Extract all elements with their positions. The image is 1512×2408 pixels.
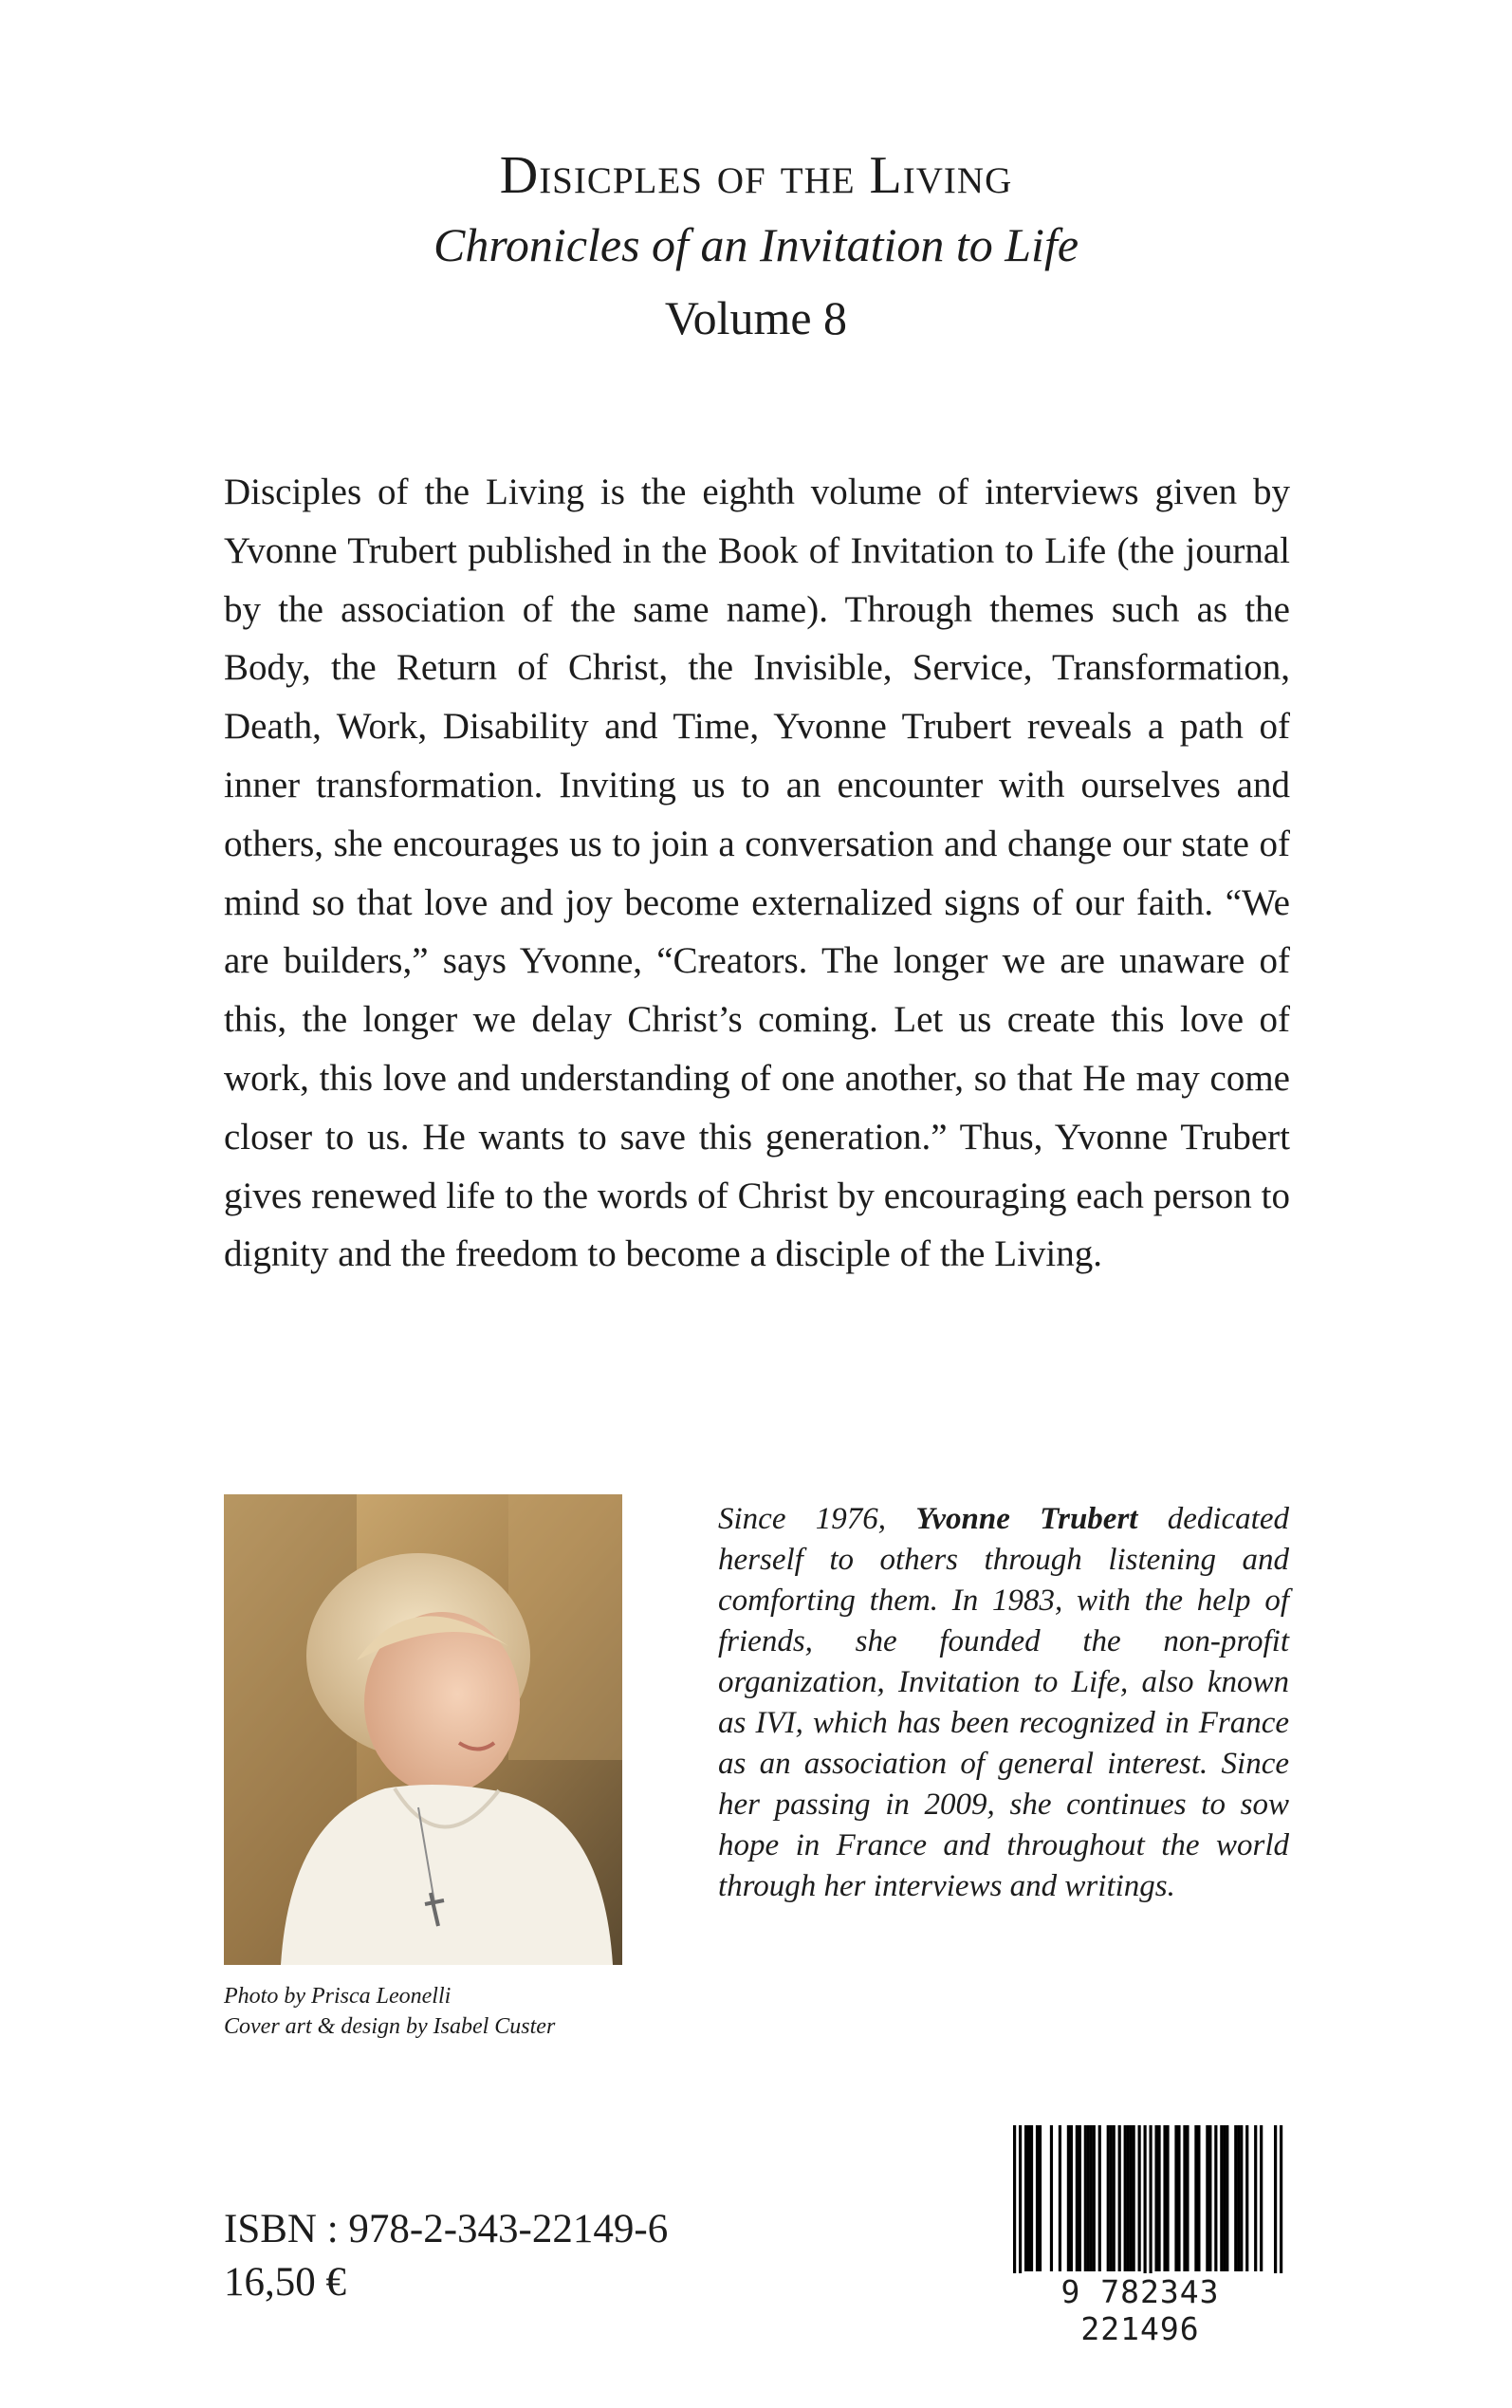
barcode-bar bbox=[1024, 2125, 1027, 2271]
barcode-bar bbox=[1070, 2125, 1073, 2271]
barcode-bar bbox=[1220, 2125, 1223, 2271]
barcode-bar bbox=[1030, 2125, 1033, 2271]
barcode-bar bbox=[1098, 2125, 1101, 2271]
barcode-bar bbox=[1084, 2125, 1087, 2271]
barcode-bar bbox=[1154, 2125, 1157, 2271]
barcode-bar bbox=[1226, 2125, 1228, 2271]
book-title: Disicples of the Living bbox=[499, 146, 1013, 205]
title-block bbox=[0, 142, 1512, 355]
barcode-bar bbox=[1087, 2125, 1090, 2271]
photo-credit: Photo by Prisca Leonelli bbox=[224, 1984, 452, 2009]
volume-number: Volume 8 bbox=[664, 291, 848, 344]
credits bbox=[224, 1981, 555, 2042]
blurb-text: Disciples of the Living is the eighth volume of interviews given by Yvonne Trubert published in the Book of Invitation to Life (the journal by the association of the same name). Through themes such as the Body, the Return of Christ, the Invisible, Service, Transformation, Death, Work, Disability and Time, Yvonne Trubert reveals a path of inner transformation. Inviting us to an encounter with ourselves and others, she encourages us to join a conversation and change our state of mind so that love and joy become externalized signs of our faith. “We are builders,” says Yvonne, “Creators. The longer we are unaware of this, the longer we delay Christ’s coming. Let us create this love of work, this love and understanding of one another, so that He may come closer to us. He wants to save this generation.” Thus, Yvonne Trubert gives renewed life to the words of Christ by encouraging each person to dignity and the freedom to become a disciple of the Living. bbox=[224, 472, 1290, 1275]
barcode-bar bbox=[1183, 2125, 1186, 2271]
barcode-bar bbox=[1113, 2125, 1116, 2271]
barcode-bar bbox=[1067, 2125, 1070, 2271]
barcode-bar bbox=[1138, 2125, 1141, 2271]
barcode-bar bbox=[1177, 2125, 1180, 2271]
barcode-bar bbox=[1110, 2125, 1113, 2271]
barcode-bar bbox=[1208, 2125, 1211, 2271]
author-bio bbox=[718, 1499, 1289, 1907]
barcode-bar bbox=[1186, 2125, 1189, 2271]
barcode-bar bbox=[1237, 2125, 1240, 2271]
barcode-bar bbox=[1050, 2125, 1053, 2271]
barcode-bar bbox=[1059, 2125, 1061, 2271]
barcode-bar bbox=[1214, 2125, 1217, 2271]
barcode-bar bbox=[1163, 2125, 1166, 2271]
barcode-bar bbox=[1118, 2125, 1121, 2271]
barcode-bar bbox=[1260, 2125, 1263, 2271]
barcode-bar bbox=[1197, 2125, 1200, 2271]
barcode-bar bbox=[1133, 2125, 1135, 2271]
isbn: ISBN : 978-2-343-22149-6 bbox=[224, 2207, 669, 2251]
barcode-bar bbox=[1127, 2125, 1130, 2271]
barcode-bar bbox=[1194, 2125, 1197, 2271]
barcode-bar bbox=[1157, 2125, 1160, 2271]
author-name: Yvonne Trubert bbox=[915, 1502, 1138, 1536]
barcode-digits: 9 782343 221496 bbox=[992, 2273, 1288, 2347]
barcode-bar bbox=[1079, 2125, 1081, 2271]
book-subtitle: Chronicles of an Invitation to Life bbox=[433, 218, 1079, 271]
author-photo bbox=[224, 1494, 622, 1965]
barcode-bar bbox=[1130, 2125, 1133, 2271]
barcode-bar bbox=[1093, 2125, 1096, 2271]
barcode-bar bbox=[1036, 2125, 1039, 2271]
barcode-bar bbox=[1174, 2125, 1177, 2271]
barcode-bar bbox=[1039, 2125, 1042, 2271]
barcode-bar bbox=[1076, 2125, 1079, 2271]
price: 16,50 € bbox=[224, 2260, 346, 2305]
design-credit: Cover art & design by Isabel Custer bbox=[224, 2014, 556, 2039]
bio-text: dedicated herself to others through listening and comforting them. In 1983, with the help of friends, she founded the non-profit organization, Invitation to Life, also known as IVI, which has been recognized in France as an association of general interest. Since her passing in 2009, she continues to sow hope in France and throughout the world through her interviews and writings. bbox=[718, 1502, 1290, 1903]
barcode-bar bbox=[1234, 2125, 1237, 2271]
barcode-bar bbox=[1254, 2125, 1257, 2271]
barcode-bar bbox=[1245, 2125, 1248, 2271]
bio-intro: Since 1976, bbox=[718, 1502, 916, 1536]
barcode-bar bbox=[1166, 2125, 1169, 2271]
barcode-bar bbox=[1223, 2125, 1226, 2271]
barcode-bar bbox=[1107, 2125, 1110, 2271]
barcode-bar bbox=[1206, 2125, 1208, 2271]
barcode-bar bbox=[1124, 2125, 1127, 2271]
barcode-bar bbox=[1027, 2125, 1030, 2271]
barcode-bar bbox=[1240, 2125, 1243, 2271]
barcode-bar bbox=[1090, 2125, 1093, 2271]
